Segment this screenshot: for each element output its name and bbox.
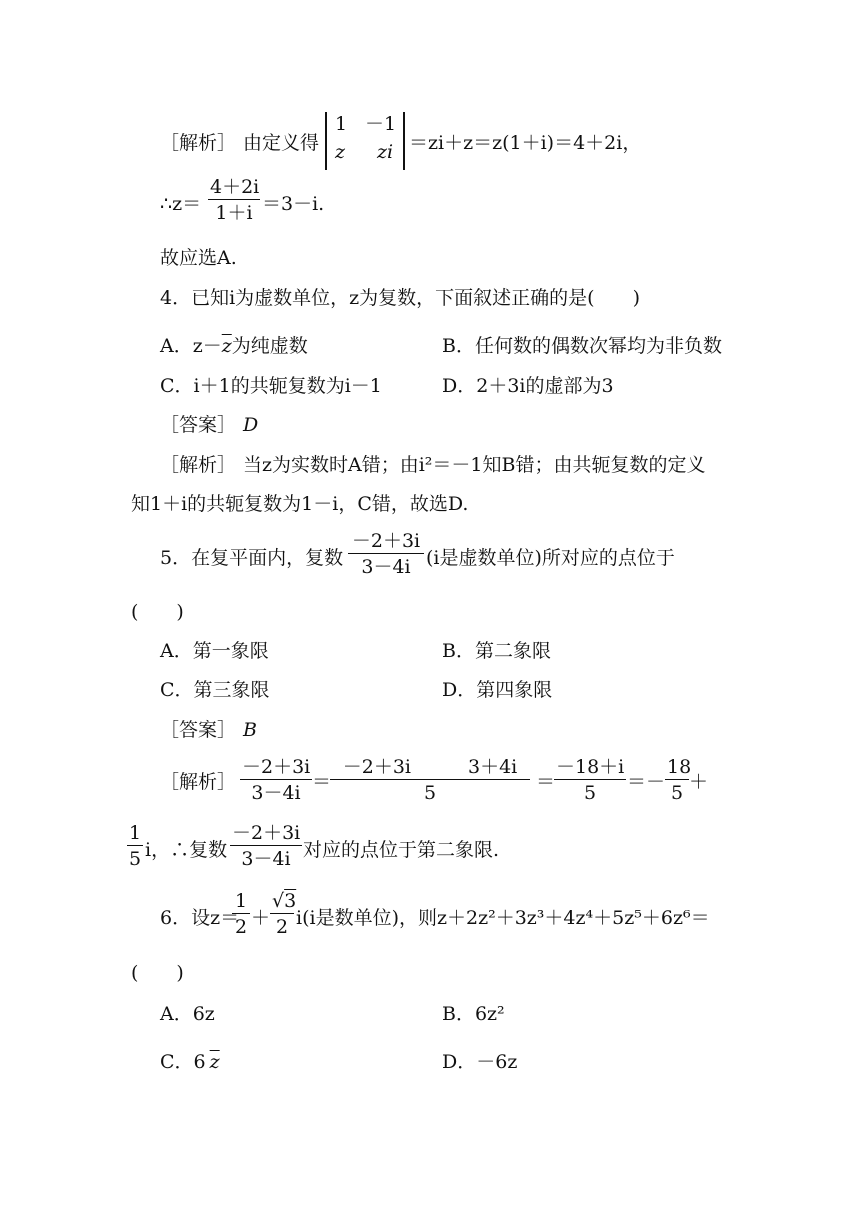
- det-b: －1: [365, 113, 397, 135]
- option-d: D．第四象限: [442, 679, 553, 701]
- fraction: [330, 756, 530, 804]
- fraction-denominator: 2: [234, 916, 248, 938]
- analysis-label: ［解析］: [160, 132, 237, 154]
- option-b: B．任何数的偶数次幂均为非负数: [442, 335, 722, 357]
- question-stem: 4．已知i为虚数单位，z为复数，下面叙述正确的是( ): [160, 287, 641, 309]
- fraction: [208, 176, 260, 224]
- fraction: [240, 756, 312, 804]
- option-a: A．6z: [160, 1003, 215, 1025]
- fraction-denominator: 3－4i: [241, 848, 291, 870]
- option-c-prefix: C．6: [160, 1051, 206, 1073]
- option-a: A．第一象限: [160, 640, 269, 662]
- question-stem-suffix: (i是虚数单位)所对应的点位于: [426, 547, 675, 569]
- therefore-prefix: ∴z＝: [160, 193, 202, 215]
- question-stem: 6．设z＝: [160, 907, 240, 929]
- plus-sign: ＋: [251, 907, 271, 929]
- analysis-text: 由定义得: [243, 132, 320, 154]
- fraction-numerator: 18: [667, 756, 692, 778]
- option-a-prefix: A．z－: [160, 335, 222, 357]
- option-c: [160, 1050, 220, 1074]
- fraction-denominator: 5: [670, 782, 684, 804]
- fraction-denominator: 1＋i: [215, 202, 253, 224]
- fraction-numerator: －2＋3i 3＋4i: [330, 756, 530, 780]
- option-b: B．第二象限: [442, 640, 551, 662]
- option-a: [160, 334, 308, 358]
- question-stem-suffix: i(i是数单位)，则z＋2z²＋3z³＋4z⁴＋5z⁵＋6z⁶＝: [296, 907, 710, 929]
- fraction-denominator: 3－4i: [251, 782, 301, 804]
- sqrt-symbol: √: [272, 890, 285, 912]
- fraction: [665, 756, 692, 804]
- therefore-suffix: ＝3－i.: [262, 193, 325, 215]
- fraction: [232, 890, 250, 938]
- equals-sign: ＝: [312, 771, 332, 793]
- det-a: 1: [335, 113, 348, 135]
- answer-value: B: [243, 719, 257, 741]
- answer-paren: ( ): [131, 601, 184, 623]
- fraction-numerator: －2＋3i: [348, 530, 424, 554]
- conclusion: 故应选A.: [160, 247, 237, 269]
- conjugate-z: $\overline{z}$: [209, 1051, 220, 1073]
- analysis-line: 对应的点位于第二象限.: [303, 839, 500, 861]
- fraction-numerator: 4＋2i: [210, 176, 260, 198]
- option-d: D．－6z: [442, 1051, 518, 1073]
- analysis-line: 当z为实数时A错；由i²＝－1知B错；由共轭复数的定义: [243, 454, 706, 476]
- equals-sign: ＝: [536, 771, 556, 793]
- analysis-equation: ＝zi＋z＝z(1＋i)＝4＋2i，: [409, 132, 642, 154]
- answer-label: ［答案］: [160, 719, 237, 741]
- fraction: [270, 890, 297, 938]
- analysis-line: 知1＋i的共轭复数为1－i，C错，故选D.: [131, 493, 469, 515]
- analysis-label: ［解析］: [160, 771, 237, 793]
- answer-label: ［答案］: [160, 414, 237, 436]
- plus-sign: ＋: [689, 771, 709, 793]
- fraction-denominator: 3－4i: [361, 556, 411, 578]
- fraction-numerator: [270, 890, 297, 914]
- fraction-numerator: 1: [129, 822, 142, 844]
- option-c: C．i＋1的共轭复数为i－1: [160, 375, 382, 397]
- analysis-label: ［解析］: [160, 454, 237, 476]
- det-d: zi: [377, 141, 394, 163]
- fraction-numerator: 1: [232, 890, 250, 914]
- fraction-numerator: －2＋3i: [242, 756, 311, 778]
- fraction-denominator: 5: [423, 782, 437, 804]
- analysis-line: i，∴复数: [145, 839, 228, 861]
- option-c: C．第三象限: [160, 679, 270, 701]
- option-b: B．6z²: [442, 1003, 505, 1025]
- equals-minus: ＝－: [627, 771, 666, 793]
- option-a-suffix: 为纯虚数: [231, 335, 308, 357]
- determinant: [325, 112, 405, 170]
- fraction: [554, 756, 626, 804]
- det-c: z: [335, 141, 346, 163]
- answer-value: D: [243, 414, 259, 436]
- fraction: [348, 530, 424, 578]
- fraction-denominator: 5: [128, 848, 142, 870]
- question-stem: 5．在复平面内，复数: [160, 547, 344, 569]
- fraction-denominator: 5: [583, 782, 597, 804]
- sqrt-argument: 3: [284, 890, 297, 912]
- answer-paren: ( ): [131, 962, 184, 984]
- fraction: [127, 822, 143, 870]
- fraction: [230, 822, 302, 870]
- conjugate-z: $\overline{z}$: [221, 335, 232, 357]
- option-d: D．2＋3i的虚部为3: [442, 375, 614, 397]
- fraction-denominator: 2: [275, 916, 289, 938]
- fraction-numerator: －18＋i: [556, 756, 625, 778]
- fraction-numerator: －2＋3i: [232, 822, 301, 844]
